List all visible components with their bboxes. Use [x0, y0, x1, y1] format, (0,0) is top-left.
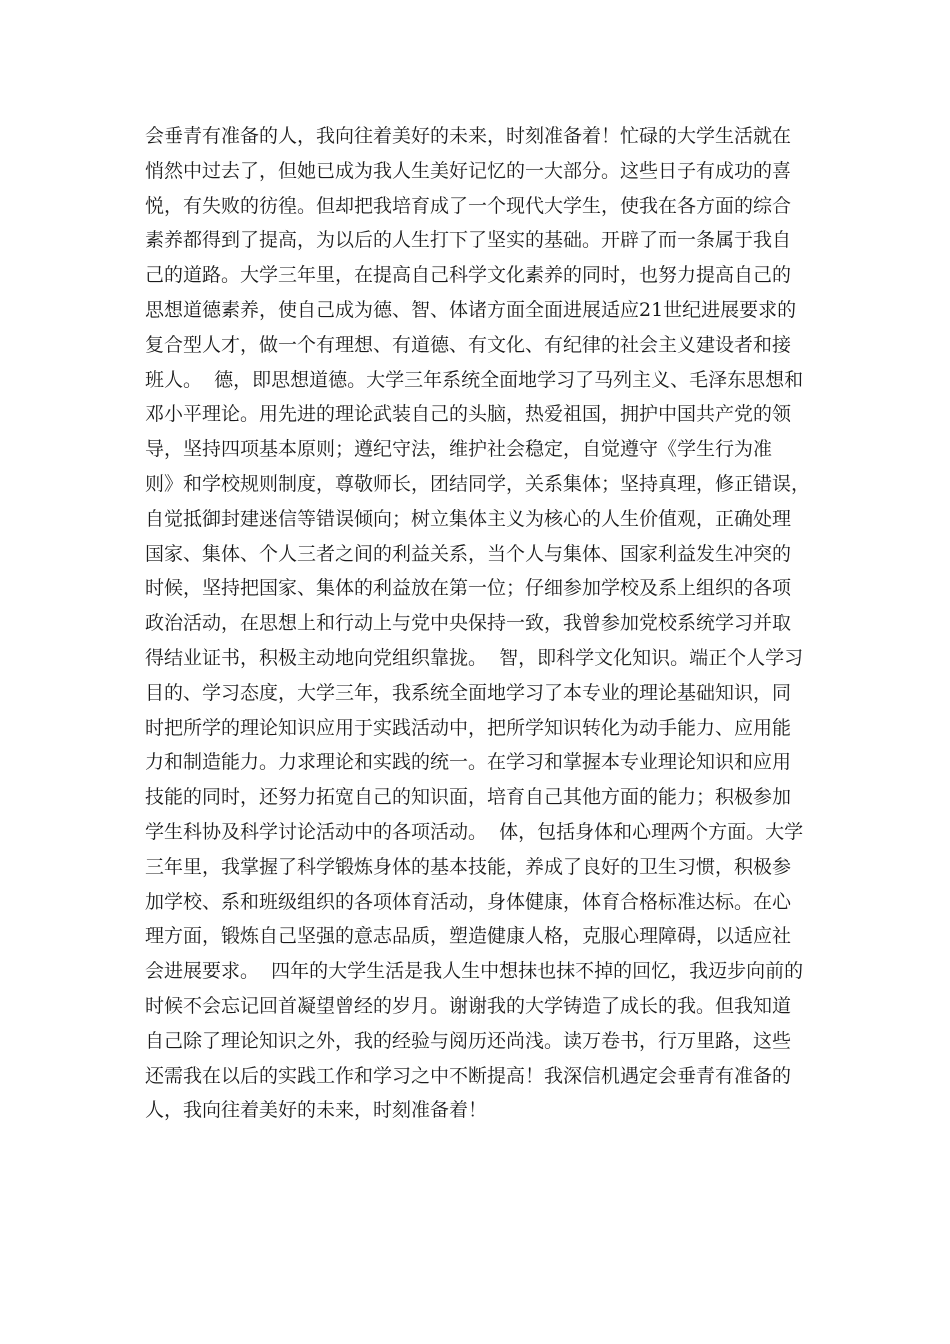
text-line: 时把所学的理论知识应用于实践活动中，把所学知识转化为动手能力、应用能: [145, 716, 792, 739]
text-line: 得结业证书，积极主动地向党组织靠拢。 智，即科学文化知识。端正个人学习: [145, 646, 804, 669]
text-line: 导，坚持四项基本原则；遵纪守法，维护社会稳定，自觉遵守《学生行为准: [145, 438, 773, 461]
text-line: 素养都得到了提高，为以后的人生打下了坚实的基础。开辟了而一条属于我自: [145, 229, 792, 252]
text-line: 时候不会忘记回首凝望曾经的岁月。谢谢我的大学铸造了成长的我。但我知道: [145, 994, 792, 1017]
text-line: 学生科协及科学讨论活动中的各项活动。 体，包括身体和心理两个方面。大学: [145, 820, 804, 843]
text-line: 三年里，我掌握了科学锻炼身体的基本技能，养成了良好的卫生习惯，积极参: [145, 855, 792, 878]
text-line: 国家、集体、个人三者之间的利益关系，当个人与集体、国家利益发生冲突的: [145, 542, 792, 565]
text-line: 目的、学习态度，大学三年，我系统全面地学习了本专业的理论基础知识，同: [145, 681, 792, 704]
text-line: 还需我在以后的实践工作和学习之中不断提高！我深信机遇定会垂青有准备的: [145, 1064, 792, 1087]
text-line: 班人。 德，即思想道德。大学三年系统全面地学习了马列主义、毛泽东思想和: [145, 368, 804, 391]
text-line: 会垂青有准备的人，我向往着美好的未来，时刻准备着！忙碌的大学生活就在: [145, 125, 792, 147]
text-line: 加学校、系和班级组织的各项体育活动，身体健康，体育合格标准达标。在心: [145, 890, 792, 913]
text-line: 自觉抵御封建迷信等错误倾向；树立集体主义为核心的人生价值观，正确处理: [145, 507, 792, 530]
text-line: 会进展要求。 四年的大学生活是我人生中想抹也抹不掉的回忆，我迈步向前的: [145, 960, 804, 983]
text-line: 悦，有失败的彷徨。但却把我培育成了一个现代大学生，使我在各方面的综合: [145, 194, 792, 217]
text-line: 人，我向往着美好的未来，时刻准备着！: [145, 1099, 488, 1122]
text-line: 则》和学校规则制度，尊敬师长，团结同学，关系集体；坚持真理，修正错误，: [145, 472, 811, 495]
text-line: 邓小平理论。用先进的理论武装自己的头脑，热爱祖国，拥护中国共产党的领: [145, 403, 792, 426]
text-line: 理方面，锻炼自己坚强的意志品质，塑造健康人格，克服心理障碍，以适应社: [145, 925, 792, 948]
text-line: 悄然中过去了，但她已成为我人生美好记忆的一大部分。这些日子有成功的喜: [145, 159, 792, 182]
text-line: 时候，坚持把国家、集体的利益放在第一位；仔细参加学校及系上组织的各项: [145, 577, 792, 600]
text-line: 力和制造能力。力求理论和实践的统一。在学习和掌握本专业理论知识和应用: [145, 751, 792, 774]
text-line: 技能的同时，还努力拓宽自己的知识面，培育自己其他方面的能力；积极参加: [145, 786, 792, 809]
text-line: 政治活动，在思想上和行动上与党中央保持一致，我曾参加党校系统学习并取: [145, 612, 792, 635]
text-line: 复合型人才，做一个有理想、有道德、有文化、有纪律的社会主义建设者和接: [145, 333, 792, 356]
body-text: [145, 119, 825, 1128]
text-line: 己的道路。大学三年里，在提高自己科学文化素养的同时，也努力提高自己的: [145, 264, 792, 287]
text-line: 自己除了理论知识之外，我的经验与阅历还尚浅。读万卷书，行万里路，这些: [145, 1029, 792, 1052]
text-line: 思想道德素养，使自己成为德、智、体诸方面全面进展适应21世纪进展要求的: [145, 298, 797, 321]
